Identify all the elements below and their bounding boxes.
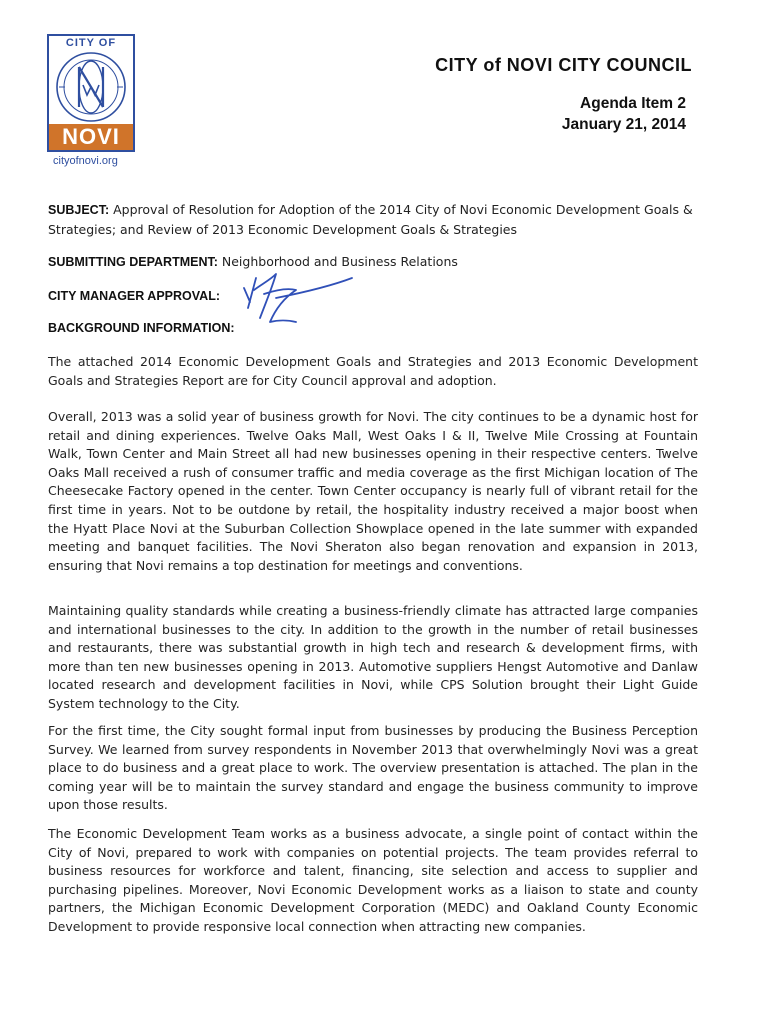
subject-field bbox=[48, 200, 698, 239]
approval-field bbox=[48, 286, 698, 306]
logo-name: NOVI bbox=[49, 124, 133, 150]
background-label: BACKGROUND INFORMATION: bbox=[48, 321, 235, 335]
background-field bbox=[48, 318, 698, 338]
city-logo bbox=[47, 34, 139, 167]
logo-url: cityofnovi.org bbox=[53, 155, 118, 167]
paragraph-survey: For the first time, the City sought formal input from businesses by producing the Business Perception Survey. We learned from survey respondents in November 2013 that overwhelmingly Novi was a great place to do business and a great place to work. The overview presentation is attached. The plan in the coming year will be to maintain the survey standard and engage the business community to improve upon those results. bbox=[48, 723, 698, 813]
department-text: Neighborhood and Business Relations bbox=[221, 254, 458, 269]
department-label: SUBMITTING DEPARTMENT: bbox=[48, 255, 218, 269]
paragraph-quality: Maintaining quality standards while creating a business-friendly climate has attracted large companies and international businesses to the city. In addition to the growth in the number of retail businesses and restaurants, there was substantial growth in high tech and research & development firms, with more than ten new businesses opening in 2013. Automotive suppliers Hengst Automotive and Danlaw located research and development facilities in Novi, while CPS Solution brought their Light Guide System technology to the City. bbox=[48, 603, 698, 711]
council-title: CITY of NOVI CITY COUNCIL bbox=[435, 55, 692, 75]
paragraph-overall: Overall, 2013 was a solid year of business growth for Novi. The city continues to be a dynamic host for retail and dining experiences. Twelve Oaks Mall, West Oaks I & II, Twelve Mile Crossing at Fountain Walk, Town Center and Main Street all had new businesses opening in their respective centers. Twelve Oaks Mall received a rush of consumer traffic and media coverage as the first Michigan location of The Cheesecake Factory opened in the center. Town Center occupancy is nearly full of vibrant retail for the first time in years. Not to be outdone by retail, the hospitality industry received a major boost when the Hyatt Place Novi at the Suburban Collection Showplace opened in the late summer with expanded meeting and banquet facilities. The Novi Sheraton also began renovation and expansion in 2013, ensuring that Novi remains a top destination for meetings and conventions. bbox=[48, 409, 698, 573]
logo-box bbox=[47, 34, 135, 152]
subject-label: SUBJECT: bbox=[48, 203, 110, 217]
agenda-date: January 21, 2014 bbox=[561, 116, 686, 133]
approval-label: CITY MANAGER APPROVAL: bbox=[48, 289, 220, 303]
paragraph-team: The Economic Development Team works as a business advocate, a single point of contact within the City of Novi, prepared to work with companies on potential projects. The team provides referral to business resources for workforce and talent, financing, site selection and access to supplier and purchasing pipelines. Moreover, Novi Economic Development works as a liaison to state and county partners, the Michigan Economic Development Corporation (MEDC) and Oakland County Economic Development to provide responsive local connection when attracting new companies. bbox=[48, 826, 698, 934]
city-seal-icon bbox=[53, 49, 129, 125]
paragraph-intro: The attached 2014 Economic Development Goals and Strategies and 2013 Economic Development Goals and Strategies Report are for City Council approval and adoption. bbox=[48, 354, 698, 388]
agenda-block bbox=[562, 93, 686, 135]
logo-city-text: CITY OF bbox=[65, 37, 117, 49]
department-field bbox=[48, 252, 698, 272]
subject-text: Approval of Resolution for Adoption of the 2014 City of Novi Economic Development Goals & Strategies; and Review of 2013 Economic Development Goals & Strategies bbox=[48, 202, 693, 237]
agenda-item: Agenda Item 2 bbox=[580, 95, 686, 112]
